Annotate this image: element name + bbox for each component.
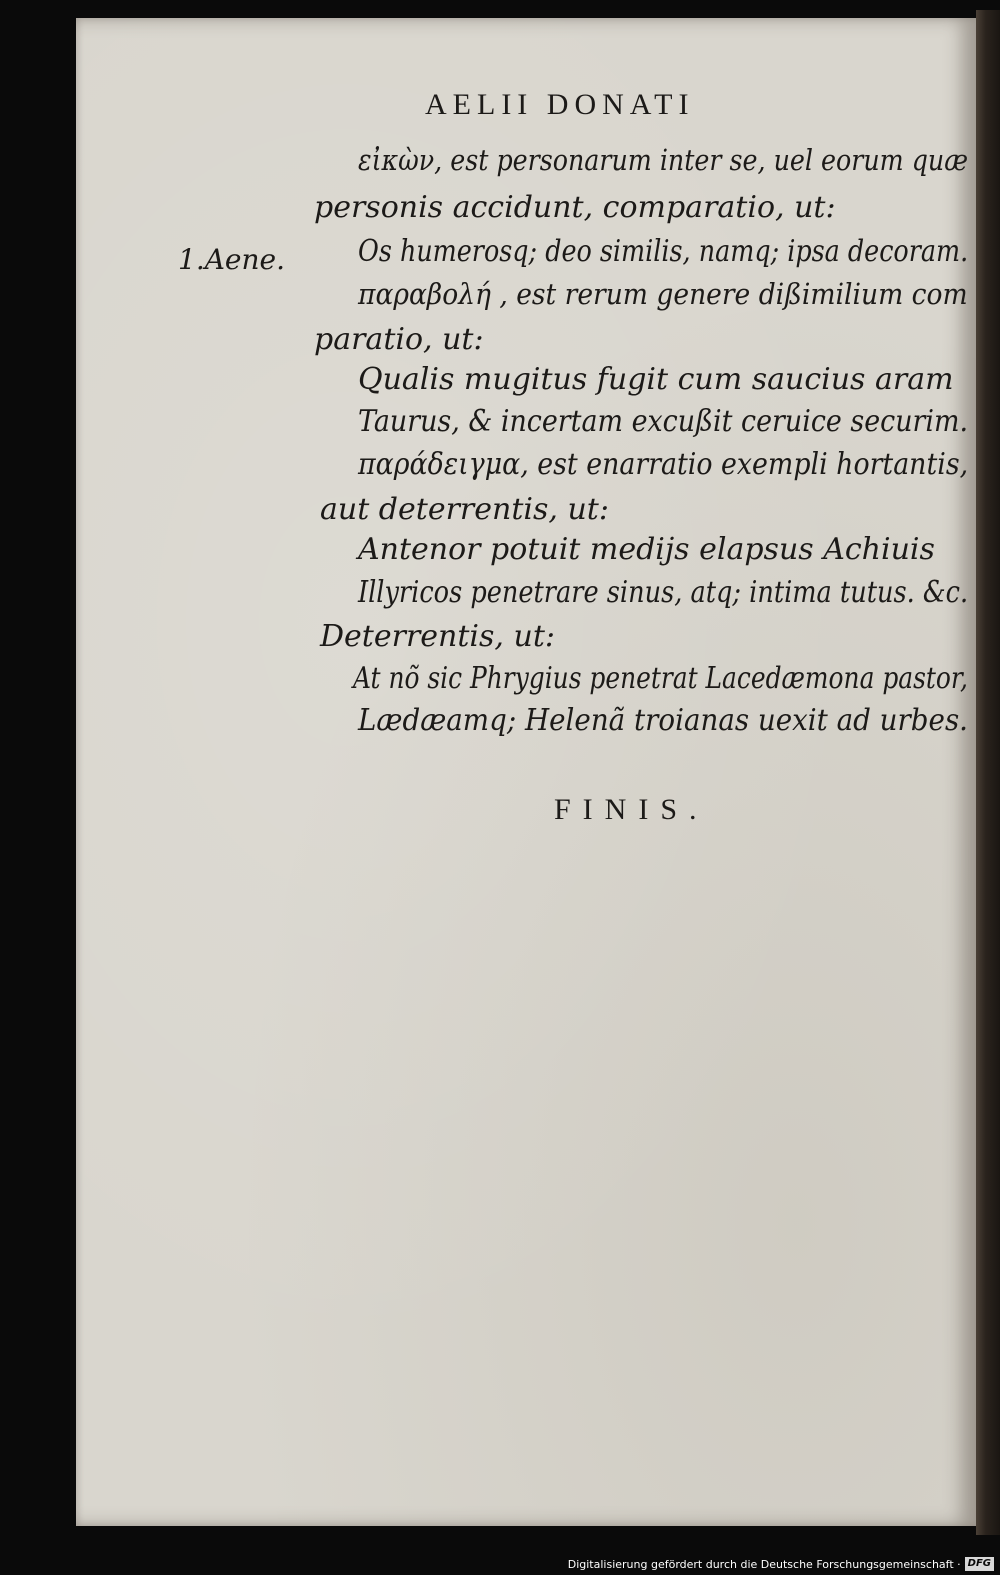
text-line-11: Illyricos penetrare sinus, atq; intima tutus. &c.	[358, 575, 969, 610]
text-line-2: personis accidunt, comparatio, ut:	[314, 190, 836, 225]
dfg-logo: DFG	[965, 1557, 994, 1571]
text-line-12: Deterrentis, ut:	[320, 619, 555, 654]
text-line-14: Lædæamq; Helenã troianas uexit ad urbes.	[358, 703, 968, 738]
text-line-7: Taurus, & incertam excußit ceruice securim.	[358, 404, 969, 439]
margin-note: 1.Aene.	[178, 243, 286, 276]
running-head: AELII DONATI	[425, 88, 695, 121]
text-line-8: παράδειγμα, est enarratio exempli hortantis,	[358, 447, 969, 482]
text-line-6: Qualis mugitus fugit cum saucius aram	[358, 362, 954, 397]
digitization-footer	[567, 1553, 1000, 1575]
text-line-4: παραβολή , est rerum genere dißimilium com	[358, 277, 968, 311]
text-line-10: Antenor potuit medijs elapsus Achiuis	[358, 532, 935, 567]
text-line-3: Os humerosq; deo similis, namq; ipsa decoram.	[358, 234, 969, 269]
footer-credit: Digitalisierung gefördert durch die Deutsche Forschungsgemeinschaft ·	[567, 1557, 961, 1571]
text-line-1: εἰκὼν, est personarum inter se, uel eorum quæ	[358, 143, 969, 177]
finis-label: FINIS.	[554, 793, 709, 826]
book-edge	[976, 10, 1000, 1535]
text-line-9: aut deterrentis, ut:	[320, 492, 609, 527]
text-line-13: At nõ sic Phrygius penetrat Lacedæmona pastor,	[353, 661, 968, 696]
text-line-5: paratio, ut:	[314, 322, 484, 357]
